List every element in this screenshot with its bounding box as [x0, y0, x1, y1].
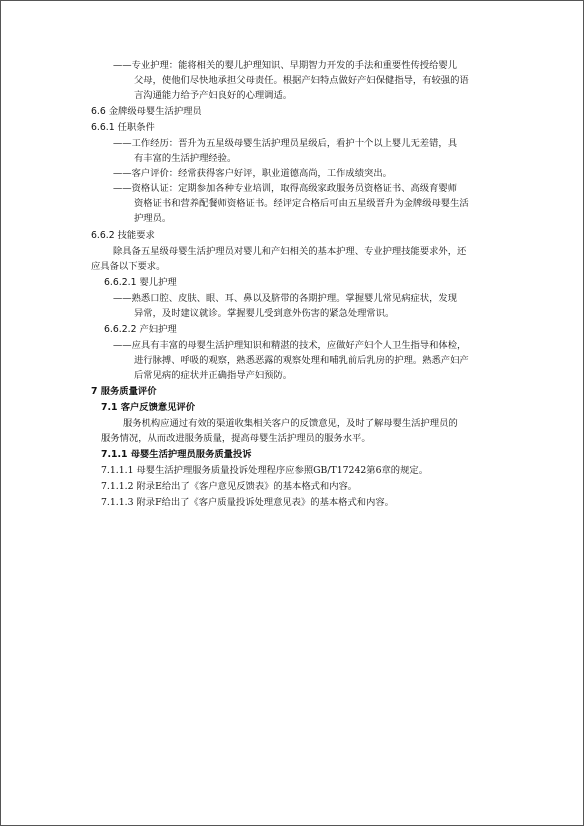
qualification-line-2: 资格证书和营养配餐师资格证书。经评定合格后可由五星级晋升为金牌级母婴生活: [134, 198, 469, 209]
skill-requirement-line-2: 应具备以下要求。: [91, 261, 166, 272]
item-7-1-1-2: 7.1.1.2 附录E给出了《客户意见反馈表》的基本格式和内容。: [101, 481, 358, 492]
work-experience-line-1: ——工作经历：晋升为五星级母婴生活护理员星级后，看护十个以上婴儿无差错，具: [113, 138, 457, 149]
item-7-1-1-1: 7.1.1.1 母婴生活护理服务质量投诉处理程序应参照GB/T17242第6章的规定。: [101, 465, 428, 476]
maternal-care-line-3: 后常见病的症状并正确指导产妇预防。: [134, 370, 293, 381]
professional-care-line-3: 言沟通能力给予产妇良好的心理调适。: [134, 90, 293, 101]
section-6-6-2-heading: 6.6.2 技能要求: [91, 230, 155, 241]
professional-care-line-1: ——专业护理：能将相关的婴儿护理知识、早期智力开发的手法和重要性传授给婴儿: [113, 60, 457, 71]
infant-care-line-2: 异常，及时建议就诊。掌握婴儿受到意外伤害的紧急处理常识。: [134, 308, 395, 319]
infant-care-line-1: ——熟悉口腔、皮肤、眼、耳、鼻以及脐带的各期护理。掌握婴儿常见病症状，发现: [113, 293, 457, 304]
section-6-6-heading: 6.6 金牌级母婴生活护理员: [91, 106, 202, 117]
section-6-6-2-2-heading: 6.6.2.2 产妇护理: [104, 324, 177, 335]
maternal-care-line-2: 进行脉搏、呼吸的观察，熟悉恶露的观察处理和哺乳前后乳房的护理。熟悉产妇产: [134, 355, 469, 366]
feedback-paragraph-line-1: 服务机构应通过有效的渠道收集相关客户的反馈意见，及时了解母婴生活护理员的: [123, 418, 458, 429]
feedback-paragraph-line-2: 服务情况，从而改进服务质量，提高母婴生活护理员的服务水平。: [101, 433, 371, 444]
work-experience-line-2: 有丰富的生活护理经验。: [134, 153, 237, 164]
skill-requirement-line-1: 除具备五星级母婴生活护理员对婴儿和产妇相关的基本护理、专业护理技能要求外，还: [113, 246, 467, 257]
section-6-6-2-1-heading: 6.6.2.1 婴儿护理: [104, 277, 177, 288]
section-7-1-1-heading: 7.1.1 母婴生活护理员服务质量投诉: [101, 449, 252, 460]
maternal-care-line-1: ——应具有丰富的母婴生活护理知识和精湛的技术，应做好产妇个人卫生指导和体检，: [113, 340, 467, 351]
customer-evaluation-line: ——客户评价：经常获得客户好评，职业道德高尚，工作成绩突出。: [113, 168, 392, 179]
qualification-line-3: 护理员。: [134, 213, 172, 224]
section-7-heading: 7 服务质量评价: [91, 386, 157, 397]
section-7-1-heading: 7.1 客户反馈意见评价: [101, 402, 196, 413]
qualification-line-1: ——资格认证：定期参加各种专业培训，取得高级家政服务员资格证书、高级育婴师: [113, 183, 457, 194]
professional-care-line-2: 父母，使他们尽快地承担父母责任。根据产妇特点做好产妇保健指导，有较强的语: [134, 75, 469, 86]
section-6-6-1-heading: 6.6.1 任职条件: [91, 122, 155, 133]
item-7-1-1-3: 7.1.1.3 附录F给出了《客户质量投诉处理意见表》的基本格式和内容。: [101, 497, 394, 508]
